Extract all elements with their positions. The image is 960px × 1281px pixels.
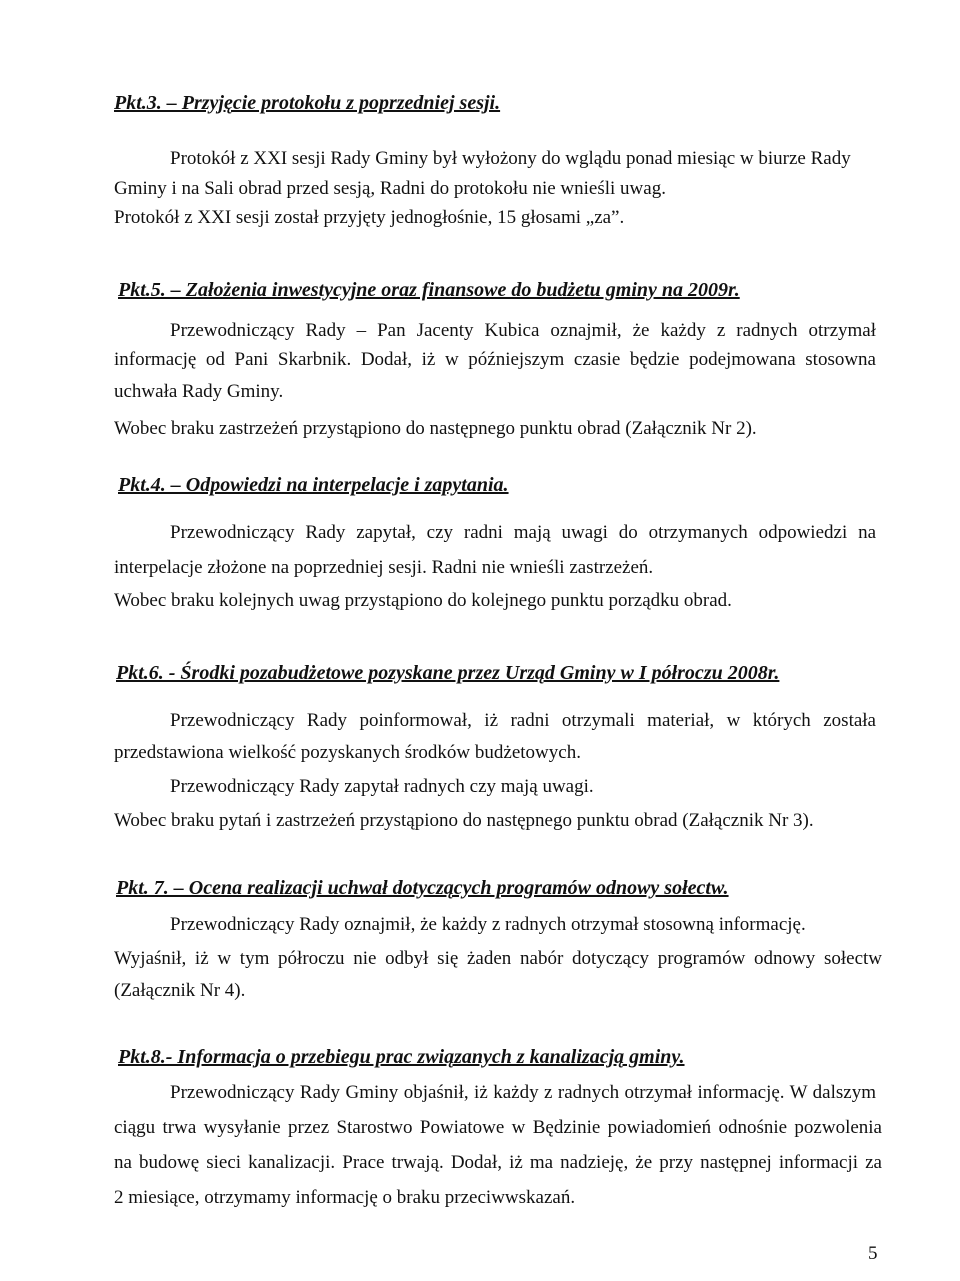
- section-heading-pkt5: Pkt.5. – Założenia inwestycyjne oraz finansowe do budżetu gminy na 2009r.: [118, 279, 740, 301]
- paragraph-line: przedstawiona wielkość pozyskanych środków budżetowych.: [114, 742, 581, 763]
- paragraph-line: 2 miesiące, otrzymamy informację o braku przeciwwskazań.: [114, 1187, 576, 1208]
- paragraph-line: Przewodniczący Rady oznajmił, że każdy z radnych otrzymał stosowną informację.: [170, 914, 806, 935]
- section-heading-pkt8: Pkt.8.- Informacja o przebiegu prac związanych z kanalizacją gminy.: [118, 1046, 685, 1068]
- section-heading-pkt7: Pkt. 7. – Ocena realizacji uchwał dotyczących programów odnowy sołectw.: [116, 877, 729, 899]
- paragraph-line: Przewodniczący Rady zapytał, czy radni mają uwagi do otrzymanych odpowiedzi na: [170, 522, 876, 543]
- paragraph-line: Przewodniczący Rady poinformował, iż radni otrzymali materiał, w których została: [170, 710, 876, 731]
- paragraph-line: Protokół z XXI sesji Rady Gminy był wyłożony do wglądu ponad miesiąc w biurze Rady: [170, 148, 851, 169]
- paragraph-line: (Załącznik Nr 4).: [114, 980, 246, 1001]
- paragraph-line: informację od Pani Skarbnik. Dodał, iż w późniejszym czasie będzie podejmowana stosowna: [114, 349, 876, 370]
- paragraph-line: Gminy i na Sali obrad przed sesją, Radni do protokołu nie wnieśli uwag.: [114, 178, 666, 199]
- paragraph-line: uchwała Rady Gminy.: [114, 381, 284, 402]
- paragraph-line: Wobec braku pytań i zastrzeżeń przystąpiono do następnego punktu obrad (Załącznik Nr 3).: [114, 810, 814, 831]
- paragraph-line: Protokół z XXI sesji został przyjęty jednogłośnie, 15 głosami „za”.: [114, 207, 625, 228]
- paragraph-line: ciągu trwa wysyłanie przez Starostwo Powiatowe w Będzinie powiadomień odnośnie pozwolenia: [114, 1117, 882, 1138]
- paragraph-line: Przewodniczący Rady zapytał radnych czy mają uwagi.: [170, 776, 594, 797]
- paragraph-line: Wobec braku zastrzeżeń przystąpiono do następnego punktu obrad (Załącznik Nr 2).: [114, 418, 757, 439]
- paragraph-line: na budowę sieci kanalizacji. Prace trwają. Dodał, iż ma nadzieję, że przy następnej informacji za: [114, 1152, 882, 1173]
- paragraph-line: Wobec braku kolejnych uwag przystąpiono do kolejnego punktu porządku obrad.: [114, 590, 732, 611]
- section-heading-pkt3: Pkt.3. – Przyjęcie protokołu z poprzedniej sesji.: [114, 92, 501, 114]
- paragraph-line: Przewodniczący Rady – Pan Jacenty Kubica oznajmił, że każdy z radnych otrzymał: [170, 320, 876, 341]
- section-heading-pkt4: Pkt.4. – Odpowiedzi na interpelacje i zapytania.: [118, 474, 509, 496]
- section-heading-pkt6: Pkt.6. - Środki pozabudżetowe pozyskane przez Urząd Gminy w I półroczu 2008r.: [116, 662, 780, 684]
- paragraph-line: interpelacje złożone na poprzedniej sesji. Radni nie wnieśli zastrzeżeń.: [114, 557, 654, 578]
- paragraph-line: Wyjaśnił, iż w tym półroczu nie odbył się żaden nabór dotyczący programów odnowy sołectw: [114, 948, 882, 969]
- paragraph-line: Przewodniczący Rady Gminy objaśnił, iż każdy z radnych otrzymał informację. W dalszym: [170, 1082, 876, 1103]
- page-number: 5: [868, 1243, 878, 1264]
